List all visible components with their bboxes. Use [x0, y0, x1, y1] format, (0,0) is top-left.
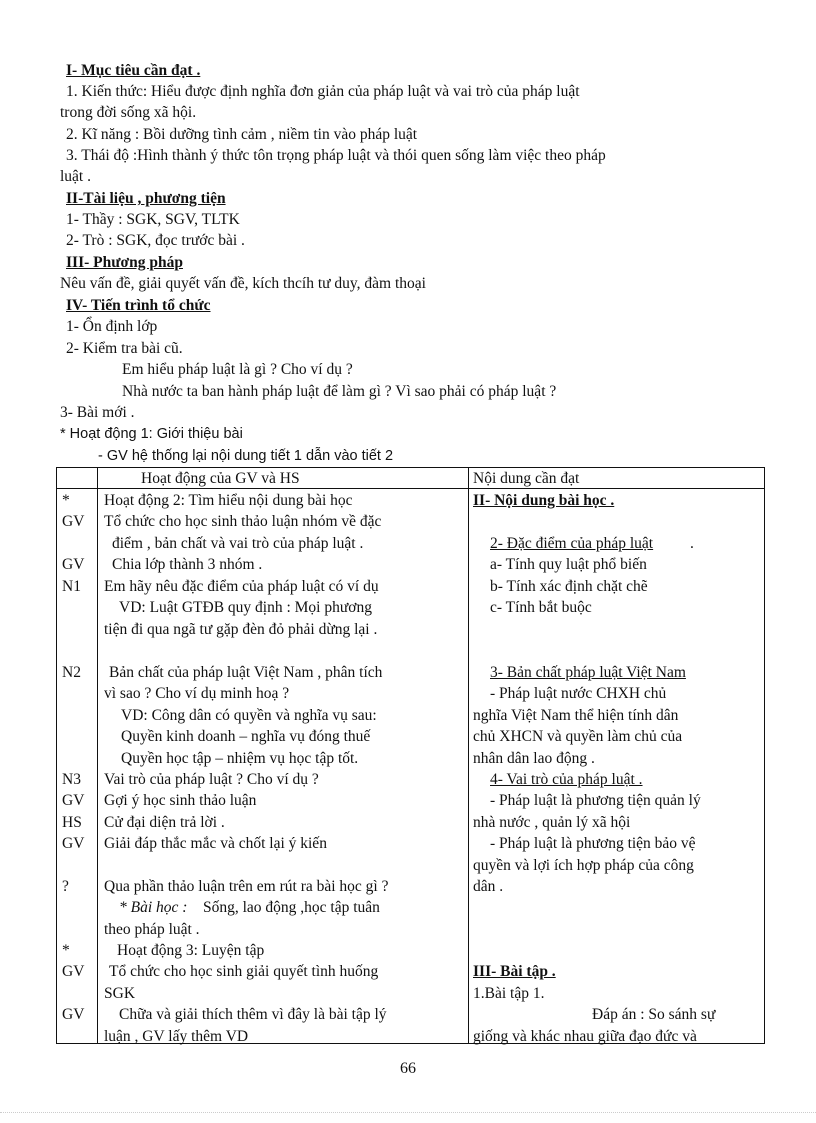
content-text: - Pháp luật nước CHXH chủ	[490, 685, 667, 702]
activity-text: Hoạt động 2: Tìm hiểu nội dung bài học	[104, 492, 353, 509]
lesson-summary-label: * Bài học :	[119, 899, 188, 916]
content-heading: II- Nội dung bài học .	[473, 492, 615, 509]
content-text: .	[690, 535, 694, 552]
section-4-title: IV- Tiến trình tổ chức	[66, 297, 211, 314]
activity-text: Vai trò của pháp luật ? Cho ví dụ ?	[104, 771, 319, 788]
role-label: HS	[62, 814, 82, 831]
activity-text: Qua phần thảo luận trên em rút ra bài học gì ?	[104, 878, 389, 895]
content-subheading: 4- Vai trò của pháp luật .	[490, 771, 643, 788]
content-subheading: 3- Bản chất pháp luật Việt Nam	[490, 664, 686, 681]
role-label: GV	[62, 556, 85, 573]
content-text: chủ XHCN và quyền làm chủ của	[473, 728, 683, 745]
activity-text: Chia lớp thành 3 nhóm .	[112, 556, 263, 573]
objective-attitude-cont: luật .	[60, 168, 91, 185]
activity-text: luận , GV lấy thêm VD	[104, 1028, 249, 1045]
content-text: nhà nước , quản lý xã hội	[473, 814, 631, 831]
role-label: GV	[62, 963, 85, 980]
content-text: - Pháp luật là phương tiện quản lý	[490, 792, 701, 809]
activity-text: theo pháp luật .	[104, 921, 200, 938]
role-label: GV	[62, 1006, 85, 1023]
activity-text: điểm , bản chất và vai trò của pháp luật .	[112, 535, 364, 552]
section-1-title: I- Mục tiêu cần đạt .	[66, 62, 201, 79]
review-question-1: Em hiểu pháp luật là gì ? Cho ví dụ ?	[122, 361, 353, 378]
role-label: ?	[62, 878, 69, 895]
role-label: *	[62, 492, 70, 509]
content-text: b- Tính xác định chặt chẽ	[490, 578, 648, 595]
content-heading: III- Bài tập .	[473, 963, 556, 980]
activity-text: Cử đại diện trả lời .	[104, 814, 225, 831]
materials-student: 2- Trò : SGK, đọc trước bài .	[66, 232, 245, 249]
activity-text: SGK	[104, 985, 136, 1002]
content-text: 1.Bài tập 1.	[473, 985, 545, 1002]
content-text: nghĩa Việt Nam thể hiện tính dân	[473, 707, 679, 724]
activity-text: Tổ chức cho học sinh thảo luận nhóm về đặc	[104, 513, 382, 530]
review-question-2: Nhà nước ta ban hành pháp luật để làm gì ? Vì sao phải có pháp luật ?	[122, 383, 557, 400]
objective-knowledge-cont: trong đời sống xã hội.	[60, 104, 197, 121]
table-header-activities: Hoạt động của GV và HS	[141, 470, 300, 487]
content-text: giống và khác nhau giữa đạo đức và	[473, 1028, 697, 1045]
activity-1-note: - GV hệ thống lại nội dung tiết 1 dẫn vào tiết 2	[98, 448, 394, 464]
content-text: c- Tính bắt buộc	[490, 599, 592, 616]
activity-text: Sống, lao động ,học tập tuân	[203, 899, 380, 916]
content-text: nhân dân lao động .	[473, 750, 595, 767]
role-label: GV	[62, 792, 85, 809]
activity-text: Giải đáp thắc mắc và chốt lại ý kiến	[104, 835, 327, 852]
activity-1: * Hoạt động 1: Giới thiệu bài	[60, 426, 243, 442]
table-col-divider-2	[468, 468, 469, 1043]
procedure-step-3: 3- Bài mới .	[60, 404, 135, 421]
activity-text: tiện đi qua ngã tư gặp đèn đỏ phải dừng lại .	[104, 621, 378, 638]
section-2-title: II-Tài liệu , phương tiện	[66, 190, 226, 207]
role-label: N1	[62, 578, 81, 595]
role-label: *	[62, 942, 70, 959]
activity-text: Tổ chức cho học sinh giải quyết tình huống	[109, 963, 379, 980]
section-3-title: III- Phương pháp	[66, 254, 183, 271]
objective-attitude: 3. Thái độ :Hình thành ý thức tôn trọng pháp luật và thói quen sống làm việc theo pháp	[66, 147, 606, 164]
activity-text: VD: Công dân có quyền và nghĩa vụ sau:	[121, 707, 377, 724]
page-number: 66	[400, 1060, 416, 1077]
activity-text: VD: Luật GTĐB quy định : Mọi phương	[119, 599, 372, 616]
role-label: N3	[62, 771, 81, 788]
page-bottom-divider	[0, 1112, 816, 1113]
objective-skill: 2. Kĩ năng : Bồi dưỡng tình cảm , niềm tin vào pháp luật	[66, 126, 418, 143]
activity-text: Quyền kinh doanh – nghĩa vụ đóng thuế	[121, 728, 371, 745]
activity-text: Gợi ý học sinh thảo luận	[104, 792, 257, 809]
activity-text: Bản chất của pháp luật Việt Nam , phân tích	[109, 664, 383, 681]
materials-teacher: 1- Thầy : SGK, SGV, TLTK	[66, 211, 240, 228]
objective-knowledge: 1. Kiến thức: Hiểu được định nghĩa đơn giản của pháp luật và vai trò của pháp luật	[66, 83, 580, 100]
activity-text: vì sao ? Cho ví dụ minh hoạ ?	[104, 685, 290, 702]
table-col-divider-1	[97, 468, 98, 1043]
table-header-content: Nội dung cần đạt	[473, 470, 580, 487]
methods-text: Nêu vấn đề, giải quyết vấn đề, kích thcíh tư duy, đàm thoại	[60, 275, 426, 292]
content-subheading: 2- Đặc điểm của pháp luật	[490, 535, 654, 552]
activity-text: Quyền học tập – nhiệm vụ học tập tốt.	[121, 750, 359, 767]
lesson-table	[56, 467, 765, 1044]
content-text: - Pháp luật là phương tiện bảo vệ	[490, 835, 696, 852]
activity-text: Chữa và giải thích thêm vì đây là bài tập lý	[119, 1006, 387, 1023]
content-text: Đáp án : So sánh sự	[592, 1006, 716, 1023]
activity-text: Em hãy nêu đặc điểm của pháp luật có ví dụ	[104, 578, 379, 595]
procedure-step-1: 1- Ổn định lớp	[66, 318, 158, 335]
content-text: quyền và lợi ích hợp pháp của công	[473, 857, 694, 874]
activity-text: Hoạt động 3: Luyện tập	[117, 942, 265, 959]
procedure-step-2: 2- Kiểm tra bài cũ.	[66, 340, 183, 357]
role-label: GV	[62, 513, 85, 530]
role-label: N2	[62, 664, 81, 681]
role-label: GV	[62, 835, 85, 852]
content-text: a- Tính quy luật phổ biến	[490, 556, 647, 573]
content-text: dân .	[473, 878, 504, 895]
